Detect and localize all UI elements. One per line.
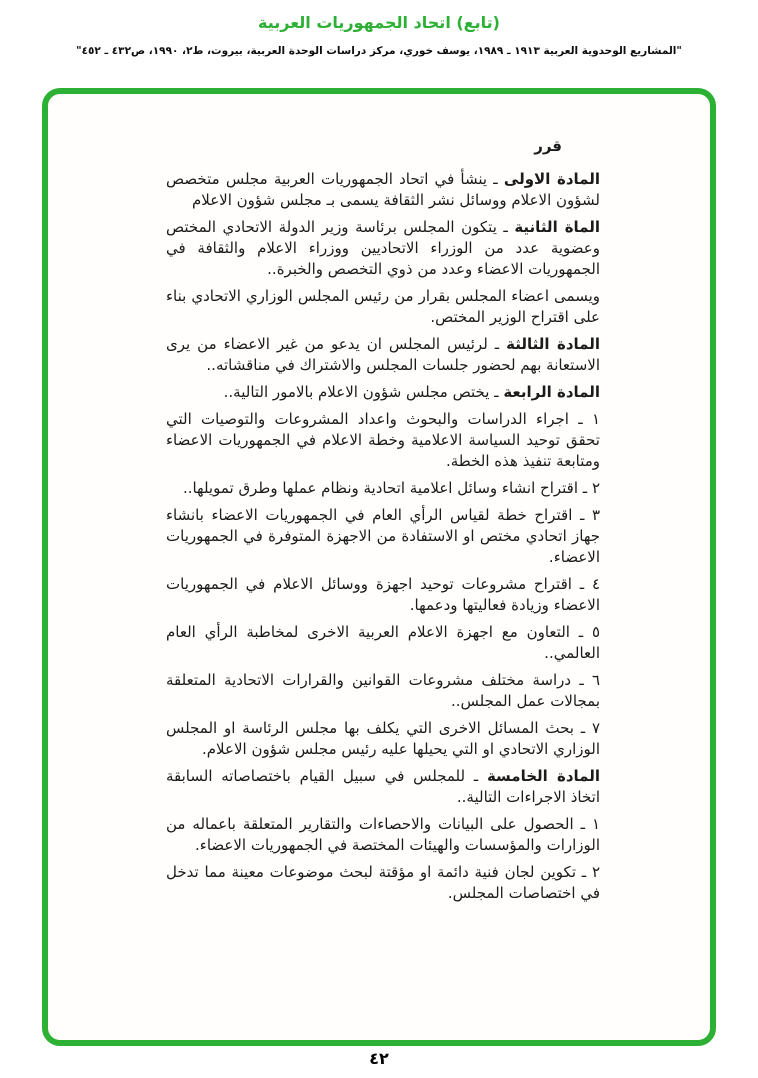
article-5-item-2: [166, 862, 600, 904]
source-citation: "المشاريع الوحدوية العربية ١٩١٣ ـ ١٩٨٩، يوسف خوري، مركز دراسات الوحدة العربية، بيروت، ط٢، ١٩٩٠، ص٤٣٢ ـ ٤٥٢": [76, 45, 682, 57]
paragraph-text: ٧ ـ بحث المسائل الاخرى التي يكلف بها مجلس الرئاسة او المجلس الوزاري الاتحادي او التي يحيلها عليه رئيس مجلس شؤون الاعلام.: [166, 719, 600, 758]
paragraph-text: ـ يختص مجلس شؤون الاعلام بالامور التالية..: [223, 383, 504, 401]
document-body: [166, 136, 600, 904]
article-2-paragraph: [166, 217, 600, 280]
article-4-item-2: [166, 478, 600, 499]
paragraph-text: ١ ـ اجراء الدراسات والبحوث واعداد المشروعات والتوصيات التي تحقق توحيد السياسة الاعلامية وخطة الاعلام في الجمهوريات الاعضاء ومتابعة تنفيذ هذه الخطة.: [166, 410, 600, 470]
article-2-continuation: [166, 286, 600, 328]
decree-word: قرر: [534, 137, 562, 155]
article-lead: المادة الخامسة: [486, 767, 600, 785]
paragraph-text: ـ ينشأ في اتحاد الجمهوريات العربية مجلس متخصص لشؤون الاعلام ووسائل نشر الثقافة يسمى بـ مجلس شؤون الاعلام: [166, 170, 600, 209]
article-3-paragraph: [166, 334, 600, 376]
paragraph-text: ٢ ـ اقتراح انشاء وسائل اعلامية اتحادية ونظام عملها وطرق تمويلها..: [182, 479, 600, 497]
page-header: [0, 0, 758, 57]
paragraph-text: ـ للمجلس في سبيل القيام باختصاصاته السابقة اتخاذ الاجراءات التالية..: [166, 767, 600, 806]
paragraph-text: ويسمى اعضاء المجلس بقرار من رئيس المجلس الوزاري الاتحادي بناء على اقتراح الوزير المختص.: [166, 287, 600, 326]
document-frame: [42, 88, 716, 1046]
paragraph-text: ٤ ـ اقتراح مشروعات توحيد اجهزة ووسائل الاعلام في الجمهوريات الاعضاء وزيادة فعاليتها ودعمها.: [166, 575, 600, 614]
article-4-item-5: [166, 622, 600, 664]
paragraph-text: ٥ ـ التعاون مع اجهزة الاعلام العربية الاخرى لمخاطبة الرأي العام العالمي..: [166, 623, 600, 662]
page-title: (تابع) اتحاد الجمهوريات العربية: [258, 13, 500, 32]
article-lead: المادة الاولى: [503, 170, 601, 188]
paragraph-text: ٢ ـ تكوين لجان فنية دائمة او مؤقتة لبحث موضوعات معينة مما تدخل في اختصاصات المجلس.: [166, 863, 600, 902]
paragraph-text: ـ يتكون المجلس برئاسة وزير الدولة الاتحادي المختص وعضوية عدد من الوزراء الاتحاديين ووزراء الاعلام والثقافة في الجمهوريات الاعضاء وعدد من ذوي التخصص والخبرة..: [166, 218, 600, 278]
article-4-paragraph: [166, 382, 600, 403]
paragraph-text: ـ لرئيس المجلس ان يدعو من غير الاعضاء من يرى الاستعانة بهم لحضور جلسات المجلس والاشتراك في مناقشاته..: [166, 335, 600, 374]
paragraph-text: ٣ ـ اقتراح خطة لقياس الرأي العام في الجمهوريات الاعضاء بانشاء جهاز اتحادي مختص او الاستفادة من الاجهزة المتوفرة في الجمهوريات الاعضاء.: [166, 506, 600, 566]
article-lead: المادة الثالثة: [506, 335, 600, 353]
article-lead: المادة الرابعة: [503, 383, 600, 401]
article-1-paragraph: [166, 169, 600, 211]
article-5-item-1: [166, 814, 600, 856]
article-4-item-7: [166, 718, 600, 760]
paragraph-text: ١ ـ الحصول على البيانات والاحصاءات والتقارير المتعلقة باعماله من الوزارات والمؤسسات والهيئات المختصة في الجمهوريات الاعضاء.: [166, 815, 600, 854]
article-lead: الماة الثانية: [514, 218, 601, 236]
article-4-item-6: [166, 670, 600, 712]
paragraph-text: ٦ ـ دراسة مختلف مشروعات القوانين والقرارات الاتحادية المتعلقة بمجالات عمل المجلس..: [166, 671, 600, 710]
article-4-item-4: [166, 574, 600, 616]
article-4-item-1: [166, 409, 600, 472]
article-4-item-3: [166, 505, 600, 568]
page-number: ٤٢: [369, 1049, 389, 1068]
article-5-paragraph: [166, 766, 600, 808]
